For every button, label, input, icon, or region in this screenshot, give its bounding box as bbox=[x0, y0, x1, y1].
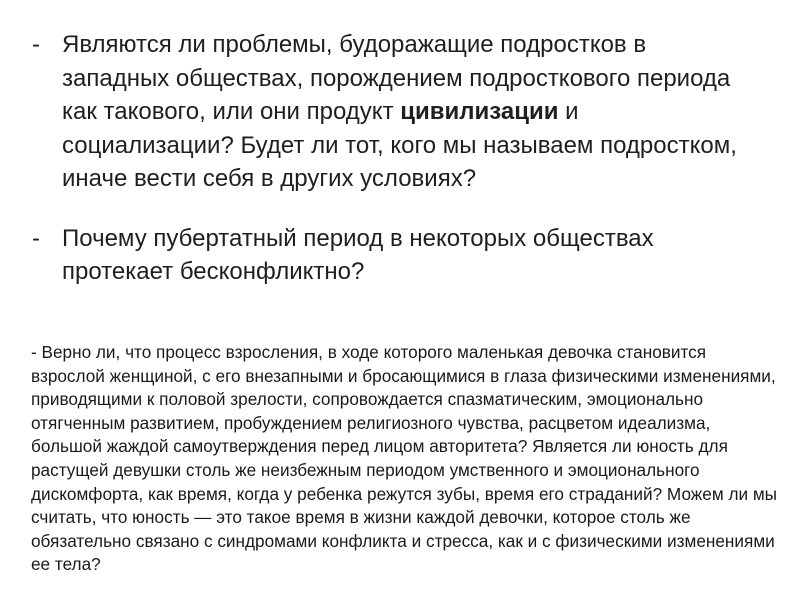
question-item bbox=[32, 28, 752, 196]
question-list bbox=[32, 28, 752, 315]
bullet-dash: - bbox=[32, 224, 40, 252]
question-item bbox=[32, 222, 752, 289]
question-text: Почему пубертатный период в некоторых обществах протекает бесконфликтно? bbox=[62, 224, 654, 285]
body-paragraph: - Верно ли, что процесс взросления, в ходе которого маленькая девочка становится взрослой женщиной, с его внезапными и бросающимися в глаза физическими изменениями, приводящими к половой зрелости, сопровождается спазматическим, эмоционально отягченным развитием, пробуждением религиозного чувства, расцветом идеализма, большой жаждой самоутверждения перед лицом авторитета? Является ли юность для растущей девушки столь же неизбежным периодом умственного и эмоционального дискомфорта, как время, когда у ребенка режутся зубы, время его страданий? Можем ли мы считать, что юность — это такое время в жизни каждой девочки, которое столь же обязательно связано с синдромами конфликта и стресса, как и с физическими изменениями ее тела? bbox=[31, 342, 778, 575]
question-text-part: Являются ли проблемы, будоражащие подростков в западных обществах, порождением подросткового периода как такового, или они продукт bbox=[62, 31, 731, 125]
question-text-part: и социализации? Будет ли тот, кого мы называем подростком, иначе вести себя в других условиях? bbox=[62, 98, 737, 192]
question-text-bold: цивилизации bbox=[400, 98, 559, 125]
bullet-dash: - bbox=[32, 31, 40, 58]
